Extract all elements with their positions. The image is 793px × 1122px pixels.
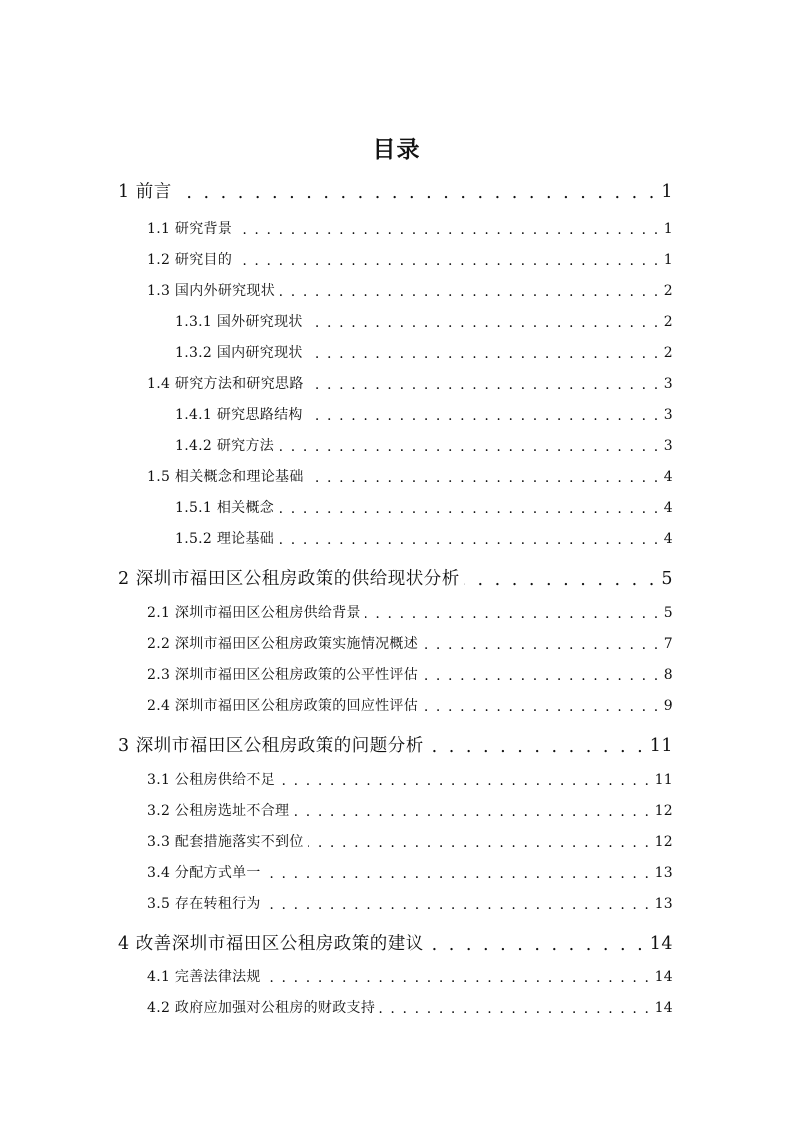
toc-entry-label: 3.3 配套措施落实不到位 bbox=[147, 834, 304, 850]
toc-leader-dots bbox=[278, 503, 660, 517]
toc-entry-page-number: 12 bbox=[654, 834, 673, 850]
toc-entry[interactable] bbox=[147, 633, 673, 653]
toc-entry-page-number: 13 bbox=[654, 896, 673, 912]
toc-leader-dots bbox=[307, 348, 660, 362]
toc-leader-dots bbox=[279, 775, 651, 789]
toc-entry[interactable] bbox=[175, 497, 673, 517]
toc-leader-dots bbox=[265, 868, 651, 882]
toc-leader-dots bbox=[265, 899, 651, 913]
toc-entry-label: 3 深圳市福田区公租房政策的问题分析 bbox=[118, 736, 424, 756]
toc-leader-dots bbox=[308, 472, 660, 486]
toc-entry-label: 2.1 深圳市福田区公租房供给背景 bbox=[147, 605, 361, 621]
toc-entry[interactable] bbox=[147, 280, 673, 300]
toc-entry-label: 4.2 政府应加强对公租房的财政支持 bbox=[147, 1000, 376, 1016]
toc-entry-page-number: 1 bbox=[661, 182, 673, 202]
toc-entry[interactable] bbox=[147, 466, 673, 486]
toc-leader-dots bbox=[278, 441, 660, 455]
toc-entry[interactable] bbox=[175, 404, 673, 424]
toc-leader-dots bbox=[236, 224, 660, 238]
toc-entry-label: 4.1 完善法律法规 bbox=[147, 969, 261, 985]
toc-entry[interactable] bbox=[147, 249, 673, 269]
toc-entry-page-number: 11 bbox=[654, 772, 673, 788]
toc-entry[interactable] bbox=[147, 602, 673, 622]
toc-leader-dots bbox=[422, 670, 660, 684]
toc-leader-dots bbox=[464, 573, 658, 591]
toc-entry-page-number: 1 bbox=[663, 252, 673, 268]
toc-entry-label: 3.2 公租房选址不合理 bbox=[147, 803, 290, 819]
toc-entry-page-number: 3 bbox=[663, 407, 673, 423]
toc-entry[interactable] bbox=[147, 769, 673, 789]
toc-leader-dots bbox=[307, 410, 660, 424]
toc-leader-dots bbox=[236, 255, 660, 269]
toc-entry[interactable] bbox=[175, 528, 673, 548]
toc-leader-dots bbox=[422, 639, 660, 653]
toc-leader-dots bbox=[428, 938, 646, 956]
toc-entry-page-number: 12 bbox=[654, 803, 673, 819]
toc-leader-dots bbox=[307, 317, 660, 331]
toc-entry-page-number: 3 bbox=[663, 438, 673, 454]
toc-entry-label: 3.5 存在转租行为 bbox=[147, 896, 261, 912]
toc-entry[interactable] bbox=[147, 373, 673, 393]
toc-entry[interactable] bbox=[147, 831, 673, 851]
toc-entry-label: 1.4.1 研究思路结构 bbox=[175, 407, 303, 423]
toc-entry-label: 1 前言 bbox=[118, 182, 172, 202]
toc-entry-page-number: 5 bbox=[661, 569, 673, 589]
toc-entry-page-number: 5 bbox=[663, 605, 673, 621]
toc-entry-page-number: 14 bbox=[654, 1000, 673, 1016]
toc-entry-page-number: 14 bbox=[649, 934, 673, 954]
toc-entry[interactable] bbox=[175, 342, 673, 362]
toc-entry-label: 2 深圳市福田区公租房政策的供给现状分析 bbox=[118, 569, 460, 589]
toc-entry-page-number: 2 bbox=[663, 283, 673, 299]
toc-entry-label: 1.2 研究目的 bbox=[147, 252, 233, 268]
toc-leader-dots bbox=[279, 286, 660, 300]
toc-leader-dots bbox=[365, 608, 660, 622]
toc-leader-dots bbox=[308, 837, 651, 851]
toc-entry[interactable] bbox=[175, 435, 673, 455]
toc-entry-page-number: 14 bbox=[654, 969, 673, 985]
toc-entry-label: 1.3.2 国内研究现状 bbox=[175, 345, 303, 361]
toc-leader-dots bbox=[379, 1003, 650, 1017]
toc-leader-dots bbox=[308, 379, 660, 393]
toc-entry[interactable] bbox=[175, 311, 673, 331]
toc-entry-label: 1.5 相关概念和理论基础 bbox=[147, 469, 304, 485]
toc-leader-dots bbox=[176, 186, 658, 204]
toc-entry[interactable] bbox=[118, 732, 673, 757]
toc-leader-dots bbox=[428, 740, 646, 758]
toc-entry-label: 1.3.1 国外研究现状 bbox=[175, 314, 303, 330]
toc-entry[interactable] bbox=[147, 966, 673, 986]
toc-entry-label: 3.4 分配方式单一 bbox=[147, 865, 261, 881]
toc-entry[interactable] bbox=[147, 664, 673, 684]
toc-leader-dots bbox=[265, 972, 651, 986]
toc-entry-page-number: 3 bbox=[663, 376, 673, 392]
toc-entry-label: 1.1 研究背景 bbox=[147, 221, 233, 237]
toc-entry-label: 1.5.1 相关概念 bbox=[175, 500, 275, 516]
toc-entry-page-number: 4 bbox=[663, 531, 673, 547]
toc-entry-label: 2.2 深圳市福田区公租房政策实施情况概述 bbox=[147, 636, 419, 652]
toc-entry[interactable] bbox=[118, 930, 673, 955]
toc-entry-label: 1.3 国内外研究现状 bbox=[147, 283, 276, 299]
toc-entry-label: 4 改善深圳市福田区公租房政策的建议 bbox=[118, 934, 424, 954]
toc-entry-page-number: 9 bbox=[663, 698, 673, 714]
toc-entry[interactable] bbox=[147, 218, 673, 238]
toc-entry-page-number: 4 bbox=[663, 500, 673, 516]
toc-entry-label: 2.3 深圳市福田区公租房政策的公平性评估 bbox=[147, 667, 419, 683]
toc-entry[interactable] bbox=[118, 565, 673, 590]
toc-entry-label: 3.1 公租房供给不足 bbox=[147, 772, 276, 788]
toc-leader-dots bbox=[293, 806, 650, 820]
toc-entry[interactable] bbox=[118, 178, 673, 203]
toc-entry-page-number: 1 bbox=[663, 221, 673, 237]
toc-entry[interactable] bbox=[147, 893, 673, 913]
toc-entry-label: 1.4.2 研究方法 bbox=[175, 438, 275, 454]
toc-entry-page-number: 7 bbox=[663, 636, 673, 652]
toc-entry-page-number: 11 bbox=[649, 736, 673, 756]
toc-entry-page-number: 2 bbox=[663, 314, 673, 330]
toc-entry[interactable] bbox=[147, 997, 673, 1017]
toc-entry[interactable] bbox=[147, 862, 673, 882]
toc-entry-page-number: 8 bbox=[663, 667, 673, 683]
toc-leader-dots bbox=[422, 701, 660, 715]
toc-entry-label: 1.5.2 理论基础 bbox=[175, 531, 275, 547]
toc-entry-label: 2.4 深圳市福田区公租房政策的回应性评估 bbox=[147, 698, 419, 714]
page-title: 目录 bbox=[372, 137, 421, 163]
toc-leader-dots bbox=[278, 534, 660, 548]
toc-entry[interactable] bbox=[147, 800, 673, 820]
toc-entry-page-number: 13 bbox=[654, 865, 673, 881]
toc-entry-page-number: 4 bbox=[663, 469, 673, 485]
toc-entry[interactable] bbox=[147, 695, 673, 715]
toc-entry-page-number: 2 bbox=[663, 345, 673, 361]
toc-entry-label: 1.4 研究方法和研究思路 bbox=[147, 376, 304, 392]
